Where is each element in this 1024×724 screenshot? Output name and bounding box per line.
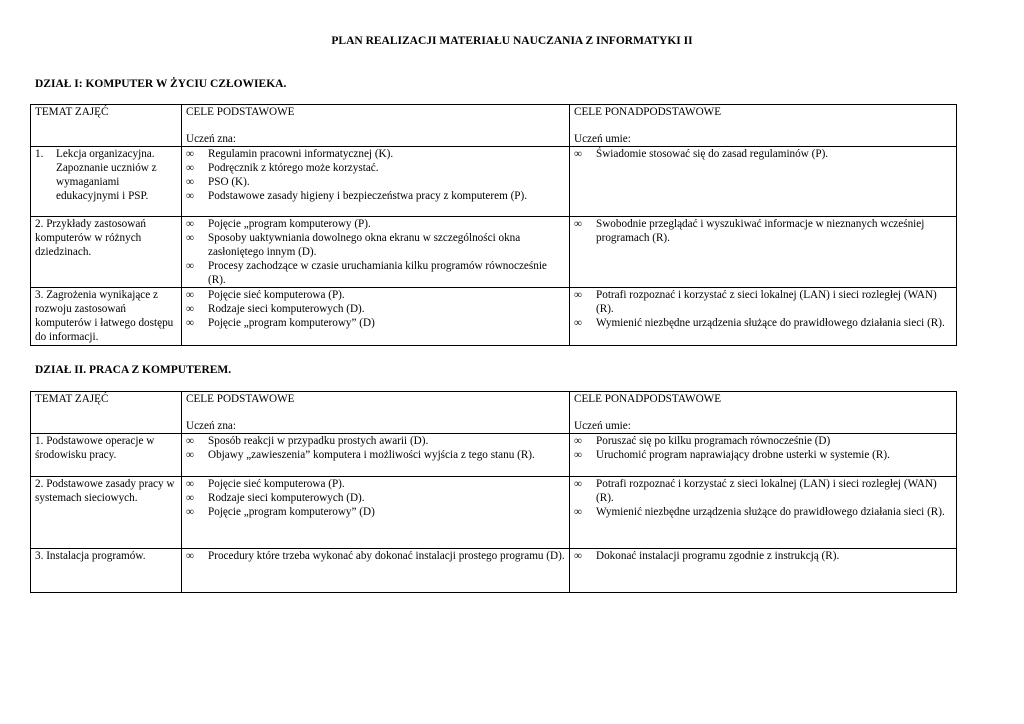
list-item: ∞ Rodzaje sieci komputerowych (D). xyxy=(186,303,365,315)
infinity-bullet-icon: ∞ xyxy=(574,478,582,490)
infinity-bullet-icon: ∞ xyxy=(574,317,582,329)
basic-cell xyxy=(182,147,570,217)
infinity-bullet-icon: ∞ xyxy=(186,190,194,202)
section1-heading: DZIAŁ I: KOMPUTER W ŻYCIU CZŁOWIEKA. xyxy=(35,78,287,90)
header-basic: CELE PODSTAWOWE Uczeń zna: xyxy=(182,105,570,147)
list-item: ∞ Dokonać instalacji programu zgodnie z instrukcją (R). xyxy=(574,550,840,562)
list-item: ∞ Świadomie stosować się do zasad regulaminów (P). xyxy=(574,148,829,160)
infinity-bullet-icon: ∞ xyxy=(186,506,194,518)
infinity-bullet-icon: ∞ xyxy=(186,232,194,244)
infinity-bullet-icon: ∞ xyxy=(186,162,194,174)
infinity-bullet-icon: ∞ xyxy=(186,148,194,160)
infinity-bullet-icon: ∞ xyxy=(574,289,582,301)
table-row xyxy=(31,217,957,288)
advanced-cell xyxy=(570,477,957,549)
section1-table xyxy=(30,104,957,346)
list-item: ∞ Regulamin pracowni informatycznej (K). xyxy=(186,148,394,160)
topic-cell: 2. Podstawowe zasady pracy w systemach sieciowych. xyxy=(31,477,182,549)
infinity-bullet-icon: ∞ xyxy=(186,289,194,301)
infinity-bullet-icon: ∞ xyxy=(186,218,194,230)
topic-cell: 1. Lekcja organizacyjna. Zapoznanie uczniów z wymaganiami edukacyjnymi i PSP. xyxy=(31,147,182,217)
list-item: ∞ Potrafi rozpoznać i korzystać z sieci lokalnej (LAN) i sieci rozległej (WAN) (R). xyxy=(574,289,937,315)
list-item: ∞ Podręcznik z którego może korzystać. xyxy=(186,162,379,174)
list-item: ∞ Swobodnie przeglądać i wyszukiwać informacje w nieznanych wcześniej programach (R). xyxy=(574,218,925,244)
list-item: ∞ Pojęcie „program komputerowy (P). xyxy=(186,218,371,230)
advanced-cell xyxy=(570,147,957,217)
list-item: ∞ Pojęcie sieć komputerowa (P). xyxy=(186,478,345,490)
basic-cell xyxy=(182,288,570,346)
list-item: ∞ Pojęcie sieć komputerowa (P). xyxy=(186,289,345,301)
header-advanced-sub: Uczeń umie: xyxy=(574,133,631,145)
infinity-bullet-icon: ∞ xyxy=(186,492,194,504)
table-row xyxy=(31,288,957,346)
topic-cell: 2. Przykłady zastosowań komputerów w różnych dziedzinach. xyxy=(31,217,182,288)
infinity-bullet-icon: ∞ xyxy=(186,435,194,447)
infinity-bullet-icon: ∞ xyxy=(186,176,194,188)
basic-cell xyxy=(182,477,570,549)
header-advanced: CELE PONADPODSTAWOWE Uczeń umie: xyxy=(570,105,957,147)
section2-heading: DZIAŁ II. PRACA Z KOMPUTEREM. xyxy=(35,364,232,376)
table-row xyxy=(31,434,957,477)
basic-cell xyxy=(182,549,570,593)
topic-cell: 3. Zagrożenia wynikające z rozwoju zastosowań komputerów i łatwego dostępu do informacji. xyxy=(31,288,182,346)
table-row xyxy=(31,147,957,217)
basic-cell xyxy=(182,434,570,477)
table-header-row xyxy=(31,392,957,434)
header-topic: TEMAT ZAJĘĆ xyxy=(31,105,182,147)
infinity-bullet-icon: ∞ xyxy=(574,148,582,160)
list-item: ∞ Pojęcie „program komputerowy” (D) xyxy=(186,317,375,329)
infinity-bullet-icon: ∞ xyxy=(186,303,194,315)
infinity-bullet-icon: ∞ xyxy=(574,506,582,518)
infinity-bullet-icon: ∞ xyxy=(186,478,194,490)
infinity-bullet-icon: ∞ xyxy=(186,449,194,461)
infinity-bullet-icon: ∞ xyxy=(574,449,582,461)
list-item: ∞ PSO (K). xyxy=(186,176,250,188)
infinity-bullet-icon: ∞ xyxy=(186,550,194,562)
list-item: ∞ Rodzaje sieci komputerowych (D). xyxy=(186,492,365,504)
advanced-cell xyxy=(570,434,957,477)
header-topic: TEMAT ZAJĘĆ xyxy=(31,392,182,434)
header-advanced-sub: Uczeń umie: xyxy=(574,420,631,432)
basic-cell xyxy=(182,217,570,288)
topic-cell: 1. Podstawowe operacje w środowisku pracy. xyxy=(31,434,182,477)
list-item: ∞ Pojęcie „program komputerowy” (D) xyxy=(186,506,375,518)
advanced-cell xyxy=(570,288,957,346)
section2-table xyxy=(30,391,957,593)
advanced-cell xyxy=(570,549,957,593)
advanced-cell xyxy=(570,217,957,288)
list-item: ∞ Poruszać się po kilku programach równocześnie (D) xyxy=(574,435,831,447)
table-row xyxy=(31,477,957,549)
topic-number: 1. xyxy=(35,148,44,160)
infinity-bullet-icon: ∞ xyxy=(574,218,582,230)
list-item: ∞ Podstawowe zasady higieny i bezpieczeństwa pracy z komputerem (P). xyxy=(186,190,528,202)
document-title: PLAN REALIZACJI MATERIAŁU NAUCZANIA Z INFORMATYKI II xyxy=(331,35,693,47)
header-basic-sub: Uczeń zna: xyxy=(186,420,236,432)
header-basic-sub: Uczeń zna: xyxy=(186,133,236,145)
infinity-bullet-icon: ∞ xyxy=(186,317,194,329)
table-header-row xyxy=(31,105,957,147)
header-basic: CELE PODSTAWOWE Uczeń zna: xyxy=(182,392,570,434)
list-item: ∞ Objawy „zawieszenia” komputera i możliwości wyjścia z tego stanu (R). xyxy=(186,449,535,461)
list-item: ∞ Procesy zachodzące w czasie uruchamiania kilku programów równocześnie (R). xyxy=(186,260,547,286)
list-item: ∞ Procedury które trzeba wykonać aby dokonać instalacji prostego programu (D). xyxy=(186,550,565,562)
topic-cell: 3. Instalacja programów. xyxy=(31,549,182,593)
infinity-bullet-icon: ∞ xyxy=(574,435,582,447)
list-item: ∞ Wymienić niezbędne urządzenia służące do prawidłowego działania sieci (R). xyxy=(574,317,945,329)
list-item: ∞ Uruchomić program naprawiający drobne usterki w systemie (R). xyxy=(574,449,890,461)
infinity-bullet-icon: ∞ xyxy=(186,260,194,272)
table-row xyxy=(31,549,957,593)
infinity-bullet-icon: ∞ xyxy=(574,550,582,562)
list-item: ∞ Wymienić niezbędne urządzenia służące do prawidłowego działania sieci (R). xyxy=(574,506,945,518)
list-item: ∞ Sposoby uaktywniania dowolnego okna ekranu w szczególności okna zasłoniętego innym (D). xyxy=(186,232,521,258)
header-advanced: CELE PONADPODSTAWOWE Uczeń umie: xyxy=(570,392,957,434)
list-item: ∞ Potrafi rozpoznać i korzystać z sieci lokalnej (LAN) i sieci rozległej (WAN) (R). xyxy=(574,478,937,504)
list-item: ∞ Sposób reakcji w przypadku prostych awarii (D). xyxy=(186,435,429,447)
